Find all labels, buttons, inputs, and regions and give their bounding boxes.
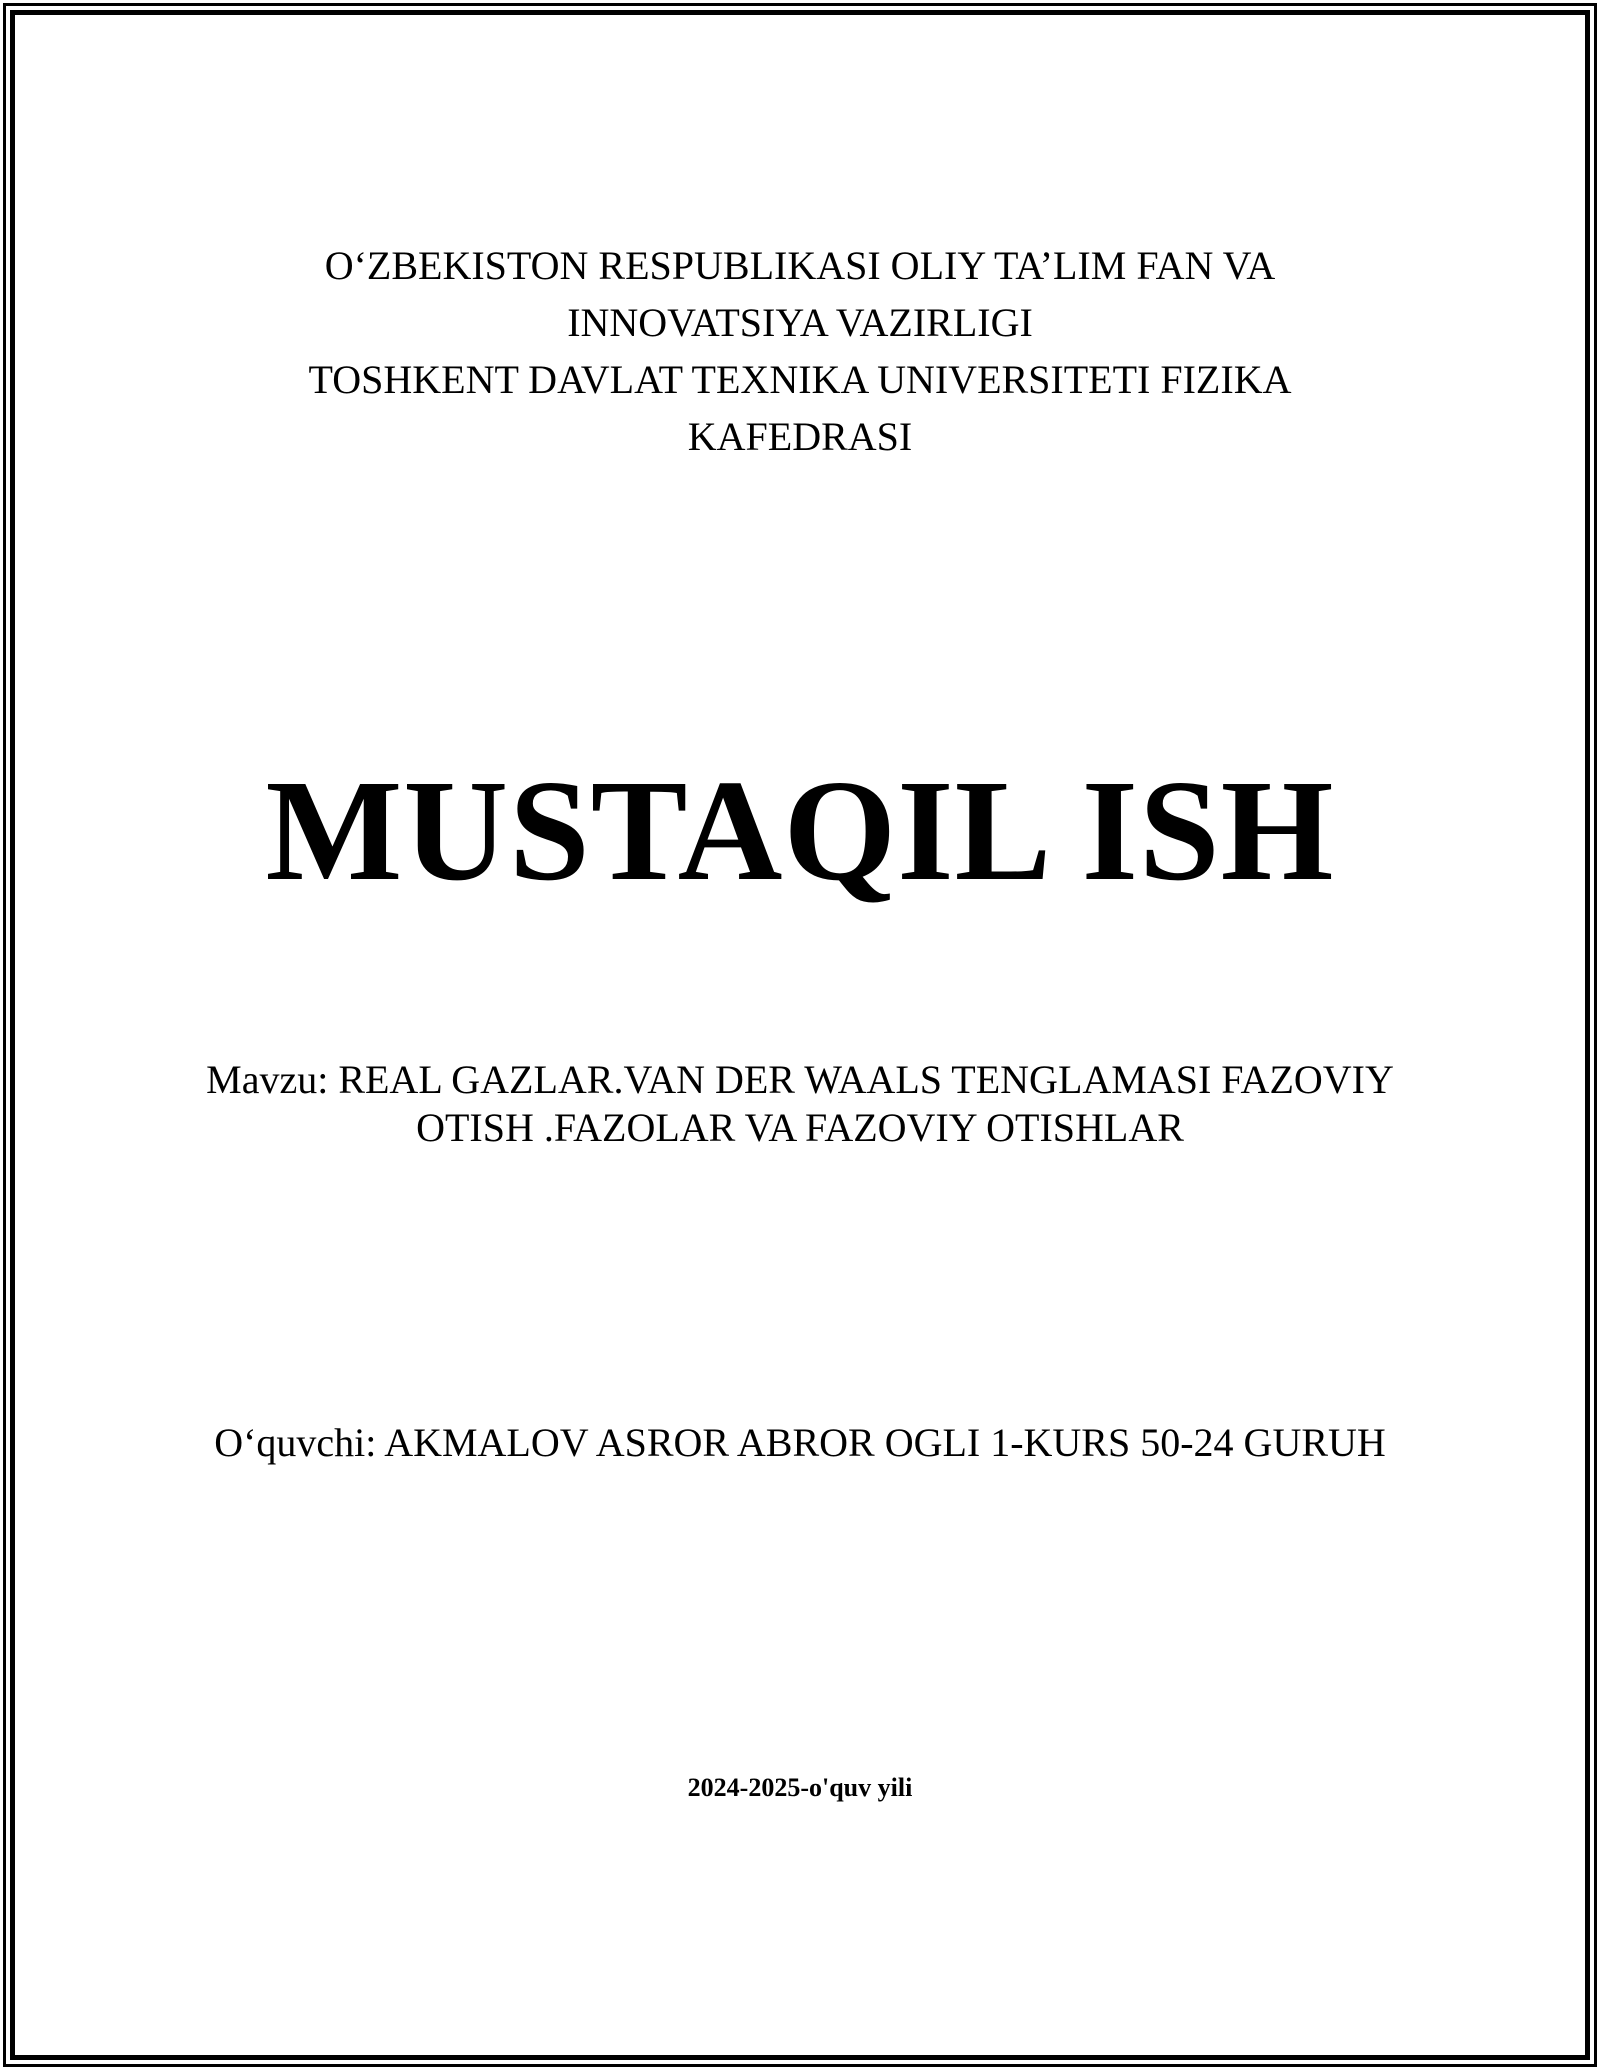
ministry-header xyxy=(0,237,1600,465)
header-line-3: TOSHKENT DAVLAT TEXNIKA UNIVERSITETI FIZIKA xyxy=(308,357,1292,402)
academic-year-footer: 2024-2025-o'quv yili xyxy=(687,1773,913,1802)
topic-line-2: OTISH .FAZOLAR VA FAZOVIY OTISHLAR xyxy=(416,1105,1184,1150)
header-line-1: O‘ZBEKISTON RESPUBLIKASI OLIY TA’LIM FAN VA xyxy=(324,243,1276,288)
header-line-2: INNOVATSIYA VAZIRLIGI xyxy=(567,300,1033,345)
topic-block xyxy=(0,1056,1600,1152)
header-line-4: KAFEDRASI xyxy=(687,414,913,459)
topic-line-1: Mavzu: REAL GAZLAR.VAN DER WAALS TENGLAMASI FAZOVIY xyxy=(206,1057,1394,1102)
document-title: MUSTAQIL ISH xyxy=(265,751,1335,911)
student-line: O‘quvchi: AKMALOV ASROR ABROR OGLI 1-KURS 50-24 GURUH xyxy=(214,1420,1386,1465)
